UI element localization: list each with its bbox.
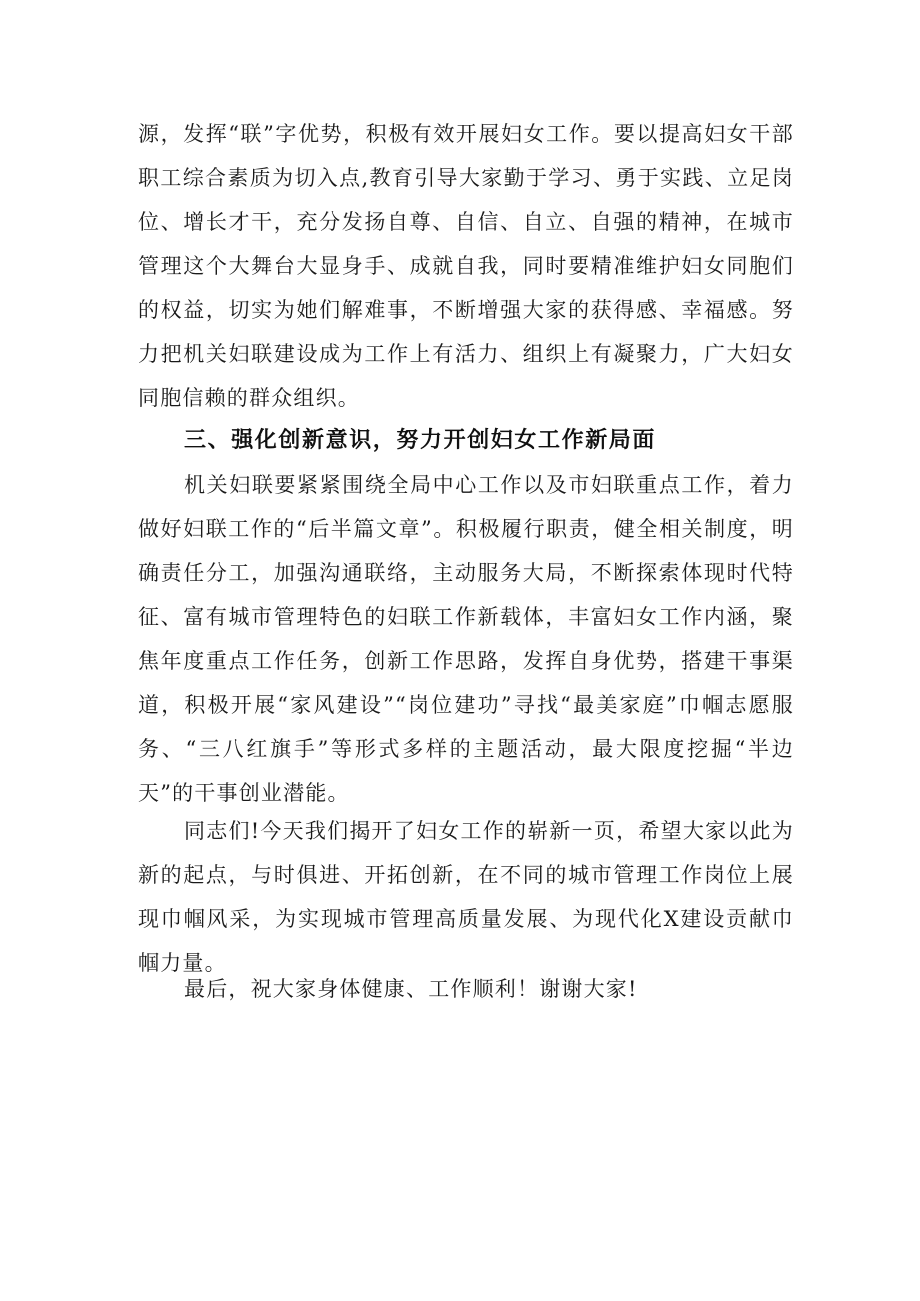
closing-paragraph: 最后，祝大家身体健康、工作顺利！谢谢大家! <box>184 977 638 1001</box>
body-paragraph: 同志们!今天我们揭开了妇女工作的崭新一页，希望大家以此为新的起点，与时俱进、开拓创新，在不同的城市管理工作岗位上展现巾帼风采，为实现城市管理高质量发展、为现代化X建设贡献巾帼力量。 <box>138 819 794 975</box>
body-paragraph: 机关妇联要紧紧围绕全局中心工作以及市妇联重点工作，着力做好妇联工作的“后半篇文章”。积极履行职责，健全相关制度，明确责任分工，加强沟通联络，主动服务大局，不断探索体现时代特征、富有城市管理特色的妇联工作新载体，丰富妇女工作内涵，聚焦年度重点工作任务，创新工作思路，发挥自身优势，搭建干事渠道，积极开展“家风建设”“岗位建功”寻找“最美家庭”巾帼志愿服务、“三八红旗手”等形式多样的主题活动，最大限度挖掘“半边天”的干事创业潜能。 <box>138 473 794 805</box>
body-paragraph-continuation: 源，发挥“联”字优势，积极有效开展妇女工作。要以提高妇女干部职工综合素质为切入点,教育引导大家勤于学习、勇于实践、立足岗位、增长才干，充分发扬自尊、自信、自立、自强的精神，在城市管理这个大舞台大显身手、成就自我，同时要精准维护妇女同胞们的权益，切实为她们解难事，不断增强大家的获得感、幸福感。努力把机关妇联建设成为工作上有活力、组织上有凝聚力，广大妇女同胞信赖的群众组织。 <box>138 122 794 410</box>
section-heading: 三、强化创新意识，努力开创妇女工作新局面 <box>184 428 657 453</box>
